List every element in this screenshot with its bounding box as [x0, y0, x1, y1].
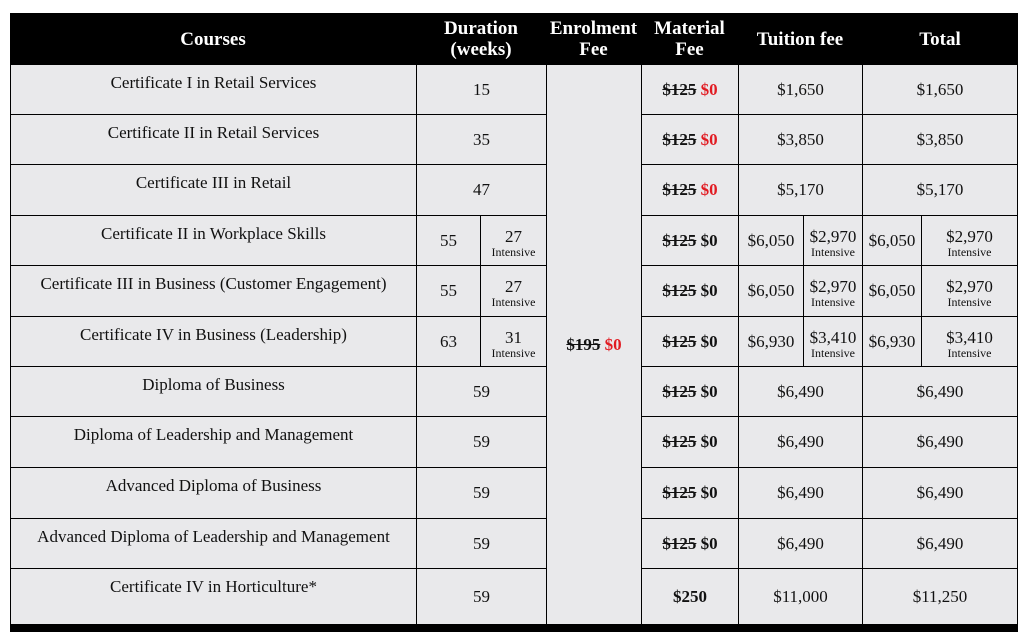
duration-value: 59	[473, 381, 490, 401]
duration-intensive-cell-value: 31	[505, 328, 522, 347]
total-intensive-cell	[921, 316, 1018, 367]
material-fee-old: $125	[662, 79, 697, 99]
duration-value: 15	[473, 79, 490, 99]
course-name: Certificate I in Retail Services	[110, 73, 317, 92]
material-fee-new: $0	[700, 230, 718, 250]
total-intensive-cell	[921, 265, 1018, 317]
material-fee-group	[662, 382, 717, 402]
header-duration: Duration (weeks)	[416, 13, 546, 65]
header-enrolment-fee: Enrolment Fee	[546, 13, 641, 65]
material-fee-new: $0	[700, 331, 718, 351]
material-fee-cell	[641, 316, 739, 367]
course-name-cell	[10, 518, 417, 569]
duration-intensive-cell-intensive-label: Intensive	[491, 295, 536, 309]
material-fee-group	[662, 180, 717, 200]
tuition-fee-cell	[738, 467, 863, 519]
tuition-intensive-cell-value: $2,970	[809, 227, 857, 246]
tuition-fee-cell	[738, 518, 863, 569]
total-standard-cell	[862, 316, 922, 367]
total-intensive-cell-value: $2,970	[946, 227, 993, 246]
total-fee: $6,490	[916, 483, 964, 502]
tuition-fee: $6,490	[777, 381, 824, 401]
tuition-fee-cell	[738, 64, 863, 115]
material-fee-old: $125	[662, 533, 697, 553]
duration-value: 59	[473, 586, 490, 606]
tuition-fee-cell	[738, 366, 863, 417]
material-fee-group	[662, 534, 717, 554]
tuition-intensive-cell-intensive-label: Intensive	[811, 346, 855, 360]
duration-standard: 55	[440, 230, 457, 250]
material-fee-cell	[641, 114, 739, 165]
material-fee-cell	[641, 568, 739, 625]
tuition-fee: $3,850	[777, 129, 824, 149]
total-cell	[862, 366, 1018, 417]
total-intensive-cell-intensive-label: Intensive	[947, 295, 992, 309]
material-fee-group	[662, 130, 717, 150]
duration-value: 59	[473, 533, 490, 553]
total-cell	[862, 416, 1018, 468]
tuition-intensive-cell-intensive-label: Intensive	[811, 245, 855, 259]
material-fee-new: $0	[700, 381, 718, 401]
material-fee-group	[662, 332, 717, 352]
header-total: Total	[862, 13, 1018, 65]
course-name-cell	[10, 416, 417, 468]
tuition-standard-cell	[738, 265, 804, 317]
total-standard: $6,930	[868, 331, 916, 351]
course-name-cell	[10, 114, 417, 165]
duration-standard-cell	[416, 265, 481, 317]
duration-standard-cell	[416, 215, 481, 266]
material-fee-new: $0	[700, 483, 718, 502]
material-fee-cell	[641, 64, 739, 115]
duration-value: 59	[473, 483, 490, 502]
duration-cell	[416, 518, 547, 569]
duration-intensive-cell-intensive-label: Intensive	[491, 346, 536, 360]
course-name: Diploma of Business	[142, 375, 285, 394]
material-fee-cell	[641, 467, 739, 519]
total-intensive-cell-value: $2,970	[946, 277, 993, 296]
total-fee: $6,490	[916, 381, 964, 401]
total-fee: $5,170	[916, 180, 964, 199]
tuition-fee: $11,000	[773, 586, 828, 606]
total-fee: $6,490	[916, 432, 964, 451]
tuition-intensive-cell-value: $3,410	[809, 328, 857, 347]
material-fee-cell	[641, 164, 739, 216]
course-name-cell	[10, 164, 417, 216]
tuition-fee: $6,490	[777, 533, 824, 553]
duration-cell	[416, 366, 547, 417]
material-fee-old: $125	[662, 281, 697, 300]
course-name-cell	[10, 366, 417, 417]
header-tuition-fee: Tuition fee	[738, 13, 862, 65]
duration-cell	[416, 568, 547, 625]
tuition-standard: $6,050	[747, 281, 795, 300]
duration-intensive-cell	[480, 316, 547, 367]
duration-standard-cell	[416, 316, 481, 367]
duration-value: 35	[473, 129, 490, 149]
course-name: Certificate IV in Business (Leadership)	[80, 325, 347, 344]
tuition-intensive-cell	[803, 316, 863, 367]
total-intensive-cell-value: $3,410	[946, 328, 993, 347]
duration-cell	[416, 114, 547, 165]
table-bottom-border	[10, 624, 1018, 632]
duration-cell	[416, 164, 547, 216]
material-fee-old: $125	[662, 180, 697, 199]
total-cell	[862, 114, 1018, 165]
total-cell	[862, 568, 1018, 625]
course-name: Certificate II in Workplace Skills	[101, 224, 326, 243]
material-fee-new: $0	[700, 79, 718, 99]
enrolment-fee-old: $195	[566, 334, 601, 354]
material-fee-old: $125	[662, 483, 697, 502]
duration-value: 47	[473, 180, 490, 199]
duration-intensive-cell-value: 27	[505, 227, 522, 246]
material-fee-new: $0	[700, 180, 718, 199]
total-standard-cell	[862, 265, 922, 317]
course-name: Certificate IV in Horticulture*	[110, 577, 317, 596]
tuition-intensive-cell	[803, 215, 863, 266]
total-fee: $1,650	[916, 79, 964, 99]
material-fee-cell	[641, 265, 739, 317]
material-fee-old: $125	[662, 331, 697, 351]
total-standard: $6,050	[868, 281, 916, 300]
tuition-intensive-cell-value: $2,970	[809, 277, 857, 296]
duration-cell	[416, 416, 547, 468]
total-standard: $6,050	[868, 230, 916, 250]
tuition-fee: $5,170	[777, 180, 824, 199]
tuition-fee-cell	[738, 568, 863, 625]
course-name: Diploma of Leadership and Management	[73, 425, 354, 444]
total-standard-cell	[862, 215, 922, 266]
duration-value: 59	[473, 432, 490, 451]
duration-standard: 55	[440, 281, 457, 300]
material-fee-new: $0	[700, 432, 718, 451]
tuition-standard: $6,930	[747, 331, 795, 351]
material-fee-old: $125	[662, 129, 697, 149]
material-fee-new: $0	[700, 129, 718, 149]
total-intensive-cell	[921, 215, 1018, 266]
duration-standard: 63	[440, 331, 457, 351]
material-fee-old: $125	[662, 230, 697, 250]
enrolment-fee-new: $0	[604, 334, 622, 354]
course-name-cell	[10, 467, 417, 519]
material-fee-cell	[641, 215, 739, 266]
material-fee-new: $0	[700, 533, 718, 553]
tuition-fee: $6,490	[777, 483, 824, 502]
material-fee-group	[662, 432, 717, 452]
total-cell	[862, 64, 1018, 115]
course-name-cell	[10, 215, 417, 266]
tuition-intensive-cell-intensive-label: Intensive	[811, 295, 855, 309]
tuition-fee: $6,490	[777, 432, 824, 451]
total-cell	[862, 164, 1018, 216]
duration-intensive-cell-intensive-label: Intensive	[491, 245, 536, 259]
course-name: Certificate III in Retail	[135, 173, 292, 192]
duration-intensive-cell	[480, 215, 547, 266]
course-name-cell	[10, 265, 417, 317]
total-intensive-cell-intensive-label: Intensive	[947, 346, 992, 360]
course-name: Certificate II in Retail Services	[107, 123, 320, 142]
material-fee-group	[662, 483, 717, 503]
course-name-cell	[10, 568, 417, 625]
material-fee-group	[662, 231, 717, 251]
total-fee: $11,250	[912, 586, 968, 606]
material-fee-group	[662, 80, 717, 100]
course-name-cell	[10, 64, 417, 115]
total-fee: $3,850	[916, 129, 964, 149]
duration-cell	[416, 467, 547, 519]
total-fee: $6,490	[916, 533, 964, 553]
material-fee-group	[662, 281, 717, 301]
material-fee: $250	[673, 586, 707, 606]
course-name: Advanced Diploma of Business	[105, 476, 322, 495]
header-courses: Courses	[10, 13, 416, 65]
tuition-standard: $6,050	[747, 230, 795, 250]
tuition-fee-cell	[738, 416, 863, 468]
material-fee-new: $0	[700, 281, 718, 300]
total-cell	[862, 467, 1018, 519]
tuition-standard-cell	[738, 215, 804, 266]
duration-cell	[416, 64, 547, 115]
enrolment-fee-cell	[546, 64, 642, 625]
header-material-fee: Material Fee	[641, 13, 738, 65]
course-name-cell	[10, 316, 417, 367]
tuition-intensive-cell	[803, 265, 863, 317]
material-fee-old: $125	[662, 432, 697, 451]
tuition-fee: $1,650	[777, 79, 824, 99]
material-fee-old: $125	[662, 381, 697, 401]
course-name: Certificate III in Business (Customer Engagement)	[40, 274, 387, 293]
tuition-standard-cell	[738, 316, 804, 367]
total-cell	[862, 518, 1018, 569]
material-fee-cell	[641, 366, 739, 417]
material-fee-cell	[641, 518, 739, 569]
total-intensive-cell-intensive-label: Intensive	[947, 245, 992, 259]
tuition-fee-cell	[738, 164, 863, 216]
duration-intensive-cell	[480, 265, 547, 317]
duration-intensive-cell-value: 27	[505, 277, 522, 296]
tuition-fee-cell	[738, 114, 863, 165]
material-fee-cell	[641, 416, 739, 468]
course-name: Advanced Diploma of Leadership and Management	[37, 527, 390, 546]
